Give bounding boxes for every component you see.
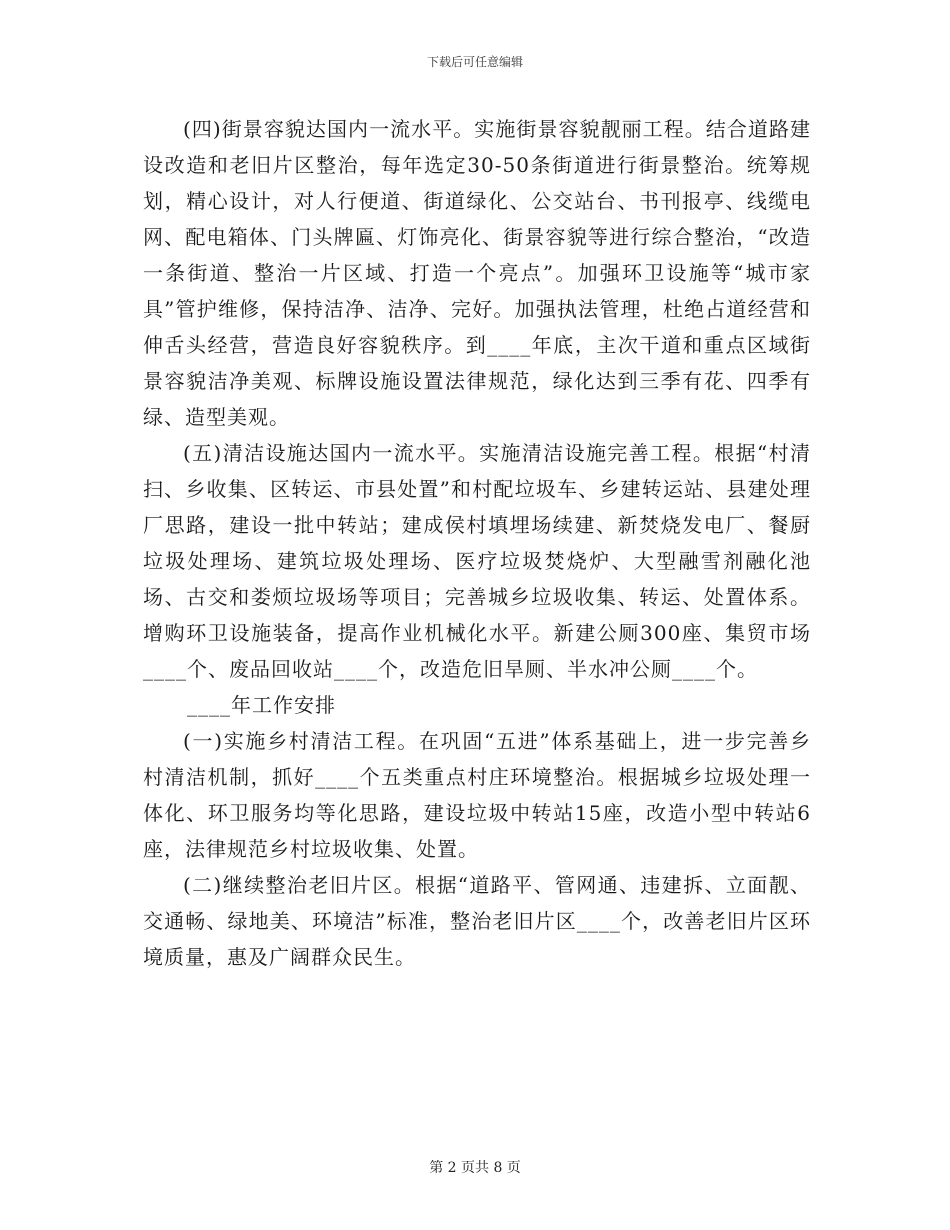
paragraph-cleaning-facilities: (五)清洁设施达国内一流水平。实施清洁设施完善工程。根据“村清扫、乡收集、区转运、市县处置”和村配垃圾车、乡建转运站、县建处理厂思路，建设一批中转站；建成侯村填埋场续建、新焚烧发电厂、餐厨垃圾处理场、建筑垃圾处理场、医疗垃圾焚烧炉、大型融雪剂融化池场、古交和娄烦垃圾场等项目；完善城乡垃圾收集、转运、处置体系。增购环卫设施装备，提高作业机械化水平。新建公厕300座、集贸市场____个、废品回收站____个，改造危旧旱厕、半水冲公厕____个。	[143, 441, 811, 681]
section-heading-work-plan: ____年工作安排	[187, 693, 336, 717]
paragraph-old-district-renovation: (二)继续整治老旧片区。根据“道路平、管网通、违建拆、立面靓、交通畅、绿地美、环境洁”标准，整治老旧片区____个，改善老旧片区环境质量，惠及广阔群众民生。	[143, 873, 811, 969]
paragraph-street-appearance: (四)街景容貌达国内一流水平。实施街景容貌靓丽工程。结合道路建设改造和老旧片区整治，每年选定30-50条街道进行街景整治。统筹规划，精心设计，对人行便道、街道绿化、公交站台、书刊报亭、线缆电网、配电箱体、门头牌匾、灯饰亮化、街景容貌等进行综合整治，“改造一条街道、整治一片区域、打造一个亮点”。加强环卫设施等“城市家具”管护维修，保持洁净、洁净、完好。加强执法管理，杜绝占道经营和伸舌头经营，营造良好容貌秩序。到____年底，主次干道和重点区域街景容貌洁净美观、标牌设施设置法律规范，绿化达到三季有花、四季有绿、造型美观。	[143, 117, 811, 429]
paragraph-rural-cleaning: (一)实施乡村清洁工程。在巩固“五进”体系基础上，进一步完善乡村清洁机制，抓好____个五类重点村庄环境整治。根据城乡垃圾处理一体化、环卫服务均等化思路，建设垃圾中转站15座，改造小型中转站6座，法律规范乡村垃圾收集、处置。	[143, 729, 811, 861]
page-header: 下载后可任意编辑	[426, 55, 523, 69]
page-number-footer: 第 2 页共 8 页	[429, 1160, 521, 1176]
document-body	[143, 111, 811, 975]
